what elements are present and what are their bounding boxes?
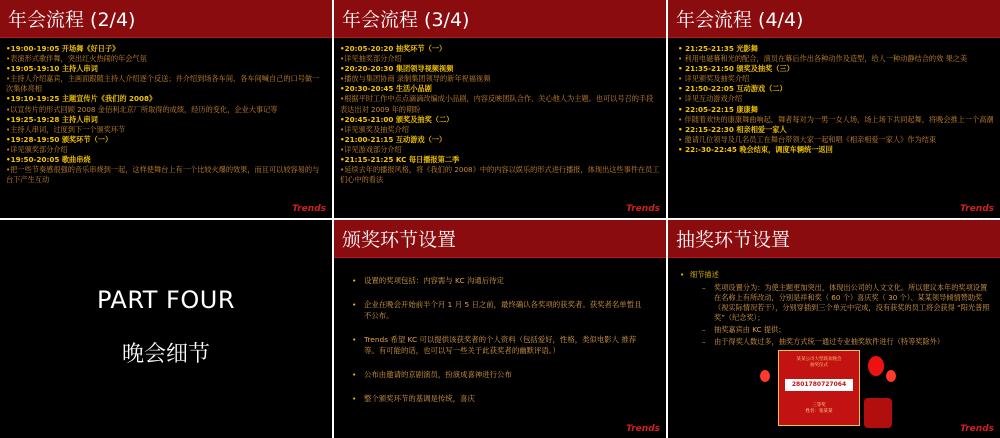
- list-item: • 设置的奖项包括：内容需与 KC 沟通后待定: [352, 275, 642, 286]
- lottery-number: 2801780727064: [785, 379, 853, 391]
- schedule-line: •根据平时工作中点点滴滴改编成小品剧，内容反映团队合作、关心他人为主题。也可以号召的手段表达出对 2009 年的期盼: [340, 94, 654, 114]
- trends-logo: Trends: [626, 204, 660, 214]
- schedule-line: •20:05-20:20 抽奖环节（一）: [340, 44, 447, 53]
- award-list: [352, 275, 642, 417]
- card-winner: [779, 403, 859, 415]
- list-item: • 企业在晚会开始前半个月 1 月 5 日之前，最终确认各奖项的获奖者。获奖者名单暂且不公布。: [352, 299, 642, 321]
- list-item: • Trends 希望 KC 可以提供该获奖者的个人资料（包括爱好，性格，类似电影人 推荐等。有可能的话，也可以写一些关于此获奖者的幽默评语。）: [352, 334, 642, 356]
- schedule-line: •20:45-21:00 颁奖及抽奖（二）: [340, 114, 454, 124]
- schedule-line: •19:28-19:50 颁奖环节（一）: [6, 134, 113, 144]
- slide-header: [668, 220, 1000, 258]
- schedule-line: • 伴随着欢快的康康舞曲响起，舞者每对为一男一女人场，场上场下共同起舞，将晚会推上一个高潮: [678, 114, 994, 124]
- schedule-line: •19:10-19:25 主题宣传片《我们的 2008》: [6, 94, 157, 104]
- schedule-line: •详见颁奖及抽奖介绍: [340, 124, 409, 134]
- lantern-icon: [760, 370, 770, 382]
- slide-title: 年会流程 (4/4): [676, 9, 804, 31]
- slide-program-3of4: [334, 0, 666, 218]
- schedule-line: • 22:-30-22:45 晚会结束，调度车辆统一返回: [678, 144, 833, 154]
- schedule-line: •表演形式歌伴舞，突出红火热闹的年会气氛: [6, 54, 147, 64]
- schedule-list: [678, 44, 994, 155]
- schedule-line: •以宣传片的形式回顾 2008 金佰利北京厂所取得的成绩，经历的变化，企业大事记等: [6, 104, 278, 114]
- trends-logo: Trends: [626, 424, 660, 434]
- schedule-line: •延续去年的播报风格，将《我们的 2008》中的内容以娱乐的形式进行播报，体现出这些事件在员工们心中的看法: [340, 165, 660, 185]
- schedule-line: •把一些节奏感很强的音乐串烧到一起，这样使舞台上有一个比较火爆的效果，而且可以较容易的与台下产生互动: [6, 165, 320, 185]
- schedule-line: • 详见互动游戏介绍: [678, 94, 743, 104]
- schedule-list: [340, 44, 660, 185]
- schedule-line: •详见抽奖部分介绍: [340, 54, 402, 64]
- lottery-screen-image: [778, 350, 860, 426]
- trends-logo: Trends: [960, 204, 994, 214]
- schedule-line: • 22:15-22:30 相亲相爱一家人: [678, 124, 787, 134]
- schedule-line: •详见游戏部分介绍: [340, 144, 402, 154]
- schedule-line: • 21:25-21:35 光影舞: [678, 44, 758, 53]
- schedule-line: • 21:50-22:05 互动游戏（二）: [678, 84, 787, 94]
- schedule-line: •20:30-20:45 生活小品剧: [340, 84, 432, 94]
- schedule-line: •21:00-21:15 互动游戏（一）: [340, 134, 447, 144]
- slide-header: [668, 0, 1000, 38]
- schedule-line: •19:25-19:28 主持人串词: [6, 114, 98, 124]
- lantern-icon: [886, 370, 896, 382]
- schedule-line: •主持人介绍嘉宾，主画面跟随主持人介绍逐个反送；并介绍到场各车间、各车间喊自己的口号做一次集体亮相: [6, 74, 320, 94]
- schedule-line: • 22:05-22:15 康康舞: [678, 104, 758, 114]
- slide-title: 年会流程 (2/4): [8, 9, 136, 31]
- details-heading: • 细节描述: [680, 270, 992, 280]
- schedule-line: •详见颁奖部分介绍: [6, 144, 68, 154]
- section-title: 晚会细节: [121, 342, 210, 367]
- schedule-line: •主持人串词，过度到下一个颁奖环节: [6, 124, 126, 134]
- list-item: • 整个颁奖环节的基调是传统，喜庆: [352, 393, 642, 404]
- slide-lottery-setup: [668, 220, 1000, 438]
- schedule-line: • 详见颁奖及抽奖介绍: [678, 74, 750, 84]
- slide-title: 颁奖环节设置: [342, 229, 457, 251]
- schedule-line: •19:50-20:05 歌曲串烧: [6, 155, 91, 165]
- slide-program-4of4: [668, 0, 1000, 218]
- slide-program-2of4: [0, 0, 332, 218]
- schedule-line: •21:15-21:25 KC 每日播报第二季: [340, 155, 460, 165]
- slide-title: 抽奖环节设置: [676, 229, 791, 251]
- trends-logo: Trends: [292, 204, 326, 214]
- schedule-line: •19:05-19:10 主持人串词: [6, 64, 98, 74]
- lottery-details: [680, 270, 992, 349]
- schedule-line: •20:20-20:30 集团领导视频视频: [340, 64, 454, 74]
- slide-title: 年会流程 (3/4): [342, 9, 470, 31]
- lantern-icon: [868, 356, 884, 376]
- card-title: [779, 357, 859, 369]
- trends-logo: Trends: [960, 424, 994, 434]
- schedule-line: • 邀请几位领导及几名员工在舞台带领大家一起和唱《相亲相爱一家人》作为结束: [678, 134, 937, 144]
- schedule-line: •19:00-19:05 开场舞《好日子》: [6, 44, 120, 53]
- prize-level: 三等奖: [812, 403, 826, 408]
- slide-award-setup: [334, 220, 666, 438]
- slide-part-four: [0, 220, 332, 438]
- slide-header: [0, 0, 332, 38]
- schedule-line: • 21:35-21:50 颁奖及抽奖（三）: [678, 64, 794, 74]
- schedule-line: • 利用电磁幕和光的配合，演员在幕后作出各种动作及造型，给人一种动静结合的效 果之美: [678, 54, 968, 64]
- list-item: • 公布由邀请的京剧演员，扮演成喜神进行公布: [352, 369, 642, 380]
- card-subtitle: 抽奖仪式: [810, 363, 828, 368]
- decoration-box-icon: [864, 398, 892, 428]
- list-item: – 奖项设置分为：为使主题更加突出，体现出公司的人文文化。所以建议本年的奖项设置在名称上有所改动，分别是祥和奖（ 60 个）喜庆奖（ 30 个）、某某领导倾情赞助奖（视实际情况若干），分别穿插到三个单元中完成，没有获奖的员工将会获得 “阳光普照奖”（纪念奖）；: [680, 283, 992, 323]
- section-number: PART FOUR: [96, 286, 235, 314]
- slide-header: [334, 0, 666, 38]
- winner-name: 姓名：张某某: [805, 409, 833, 414]
- schedule-line: •播放与集团协商 录制集团领导的新年祝福视频: [340, 74, 491, 84]
- list-item: – 抽奖嘉宾由 KC 提供；: [680, 325, 992, 335]
- slide-header: [334, 220, 666, 258]
- card-title-text: 某某公司大型联欢晚会: [796, 357, 842, 362]
- list-item: – 由于得奖人数过多，抽奖方式统一通过专业抽奖软件进行（特等奖除外）: [680, 337, 992, 347]
- schedule-list: [6, 44, 326, 185]
